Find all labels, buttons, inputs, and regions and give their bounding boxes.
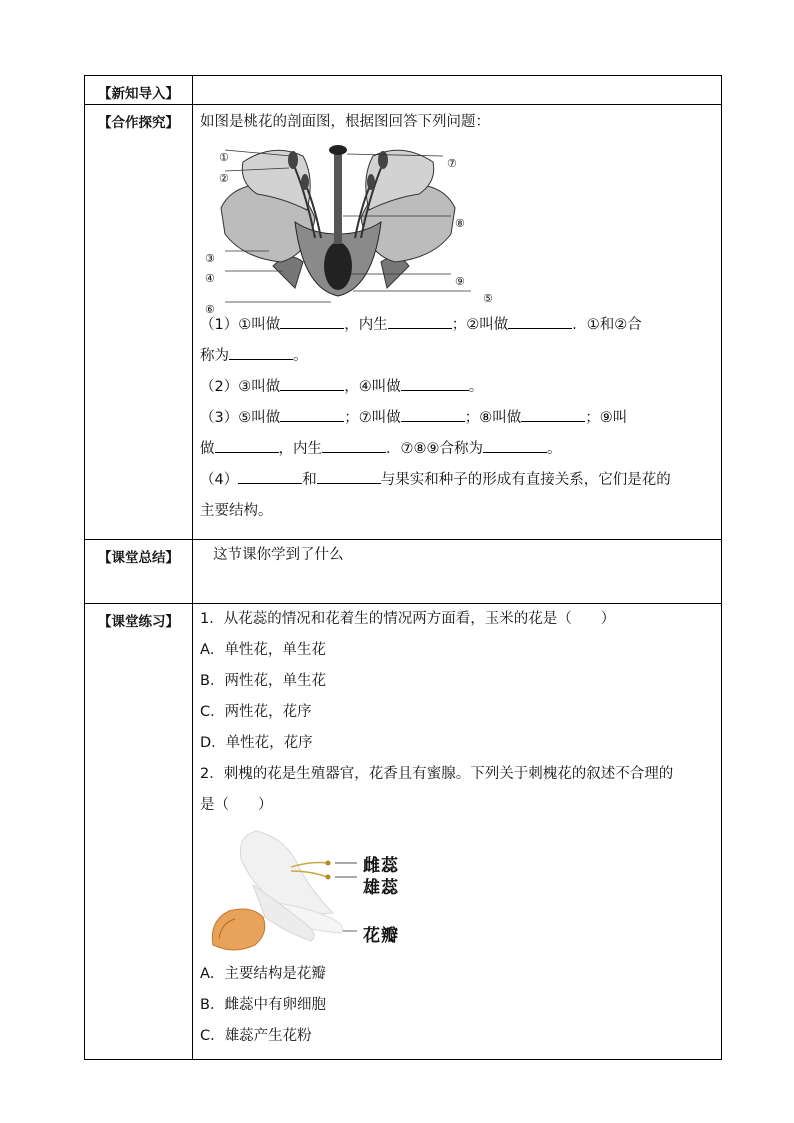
practice-q2-cont: 是（ ） bbox=[200, 797, 273, 813]
label-explore: 【合作探究】 bbox=[85, 105, 193, 540]
summary-text: 这节课你学到了什么 bbox=[213, 547, 344, 563]
row-practice bbox=[85, 604, 722, 1060]
figure-number-6: ⑥ bbox=[205, 303, 215, 316]
practice-q2: 2．刺槐的花是生殖器官，花香且有蜜腺。下列关于刺槐花的叙述不合理的 bbox=[200, 766, 674, 782]
q1-option-b: B．两性花，单生花 bbox=[200, 673, 326, 689]
q1-option-c: C．两性花，花序 bbox=[200, 704, 312, 720]
figure-number-3: ③ bbox=[205, 252, 215, 265]
answer-blank[interactable] bbox=[401, 375, 469, 391]
q1-option-d: D．单性花，花序 bbox=[200, 735, 313, 751]
q1-option-a: A．单性花，单生花 bbox=[200, 642, 326, 658]
figure-number-4: ④ bbox=[205, 272, 215, 285]
locust-flower-photo bbox=[207, 821, 447, 957]
figure-number-1: ① bbox=[219, 151, 229, 164]
content-intro bbox=[193, 76, 722, 105]
question-4: （4） 和 与果实和种子的形成有直接关系，它们是花的 bbox=[193, 465, 721, 496]
question-3-cont: 做 ，内生 ．⑦⑧⑨合称为 。 bbox=[193, 434, 721, 465]
question-4-cont: 主要结构。 bbox=[200, 503, 273, 519]
figure2-label-stamen: 雄蕊 bbox=[363, 878, 399, 898]
locust-flower-figure bbox=[207, 821, 447, 957]
question-3: （3）⑤叫做 ；⑦叫做 ；⑧叫做 ；⑨叫 bbox=[193, 403, 721, 434]
q2-option-c: C．雄蕊产生花粉 bbox=[200, 1028, 312, 1044]
q2-option-b: B．雌蕊中有卵细胞 bbox=[200, 997, 326, 1013]
label-summary: 【课堂总结】 bbox=[85, 540, 193, 604]
figure-number-2: ② bbox=[219, 172, 229, 185]
question-1-cont: 称为 。 bbox=[193, 341, 721, 372]
figure-number-7: ⑦ bbox=[447, 157, 457, 170]
figure-number-8: ⑧ bbox=[455, 217, 465, 230]
figure-number-9: ⑨ bbox=[455, 275, 465, 288]
answer-blank[interactable] bbox=[215, 437, 279, 453]
figure-number-5: ⑤ bbox=[483, 292, 493, 305]
label-intro: 【新知导入】 bbox=[85, 76, 193, 105]
explore-prompt: 如图是桃花的剖面图，根据图回答下列问题： bbox=[200, 114, 490, 130]
answer-blank[interactable] bbox=[317, 468, 381, 484]
answer-blank[interactable] bbox=[483, 437, 547, 453]
answer-blank[interactable] bbox=[322, 437, 386, 453]
row-intro bbox=[85, 76, 722, 105]
answer-blank[interactable] bbox=[388, 313, 452, 329]
content-summary bbox=[193, 540, 722, 604]
content-explore bbox=[193, 105, 722, 540]
q2-option-a: A．主要结构是花瓣 bbox=[200, 966, 326, 982]
figure2-label-petal: 花瓣 bbox=[363, 926, 399, 946]
peach-flower-figure bbox=[203, 138, 503, 316]
row-summary bbox=[85, 540, 722, 604]
question-1: （1）①叫做 ，内生 ；②叫做 ．①和②合 bbox=[193, 310, 721, 341]
answer-blank[interactable] bbox=[280, 406, 344, 422]
content-practice bbox=[193, 604, 722, 1060]
answer-blank[interactable] bbox=[229, 344, 293, 360]
figure2-label-pistil: 雌蕊 bbox=[363, 856, 399, 876]
row-explore bbox=[85, 105, 722, 540]
answer-blank[interactable] bbox=[508, 313, 572, 329]
practice-q1: 1．从花蕊的情况和花着生的情况两方面看，玉米的花是（ ） bbox=[200, 611, 616, 627]
answer-blank[interactable] bbox=[280, 375, 344, 391]
answer-blank[interactable] bbox=[401, 406, 465, 422]
answer-blank[interactable] bbox=[238, 468, 302, 484]
answer-blank[interactable] bbox=[521, 406, 585, 422]
question-2: （2）③叫做 ，④叫做 。 bbox=[193, 372, 721, 403]
answer-blank[interactable] bbox=[280, 313, 344, 329]
worksheet-table bbox=[84, 75, 722, 1060]
label-practice: 【课堂练习】 bbox=[85, 604, 193, 1060]
